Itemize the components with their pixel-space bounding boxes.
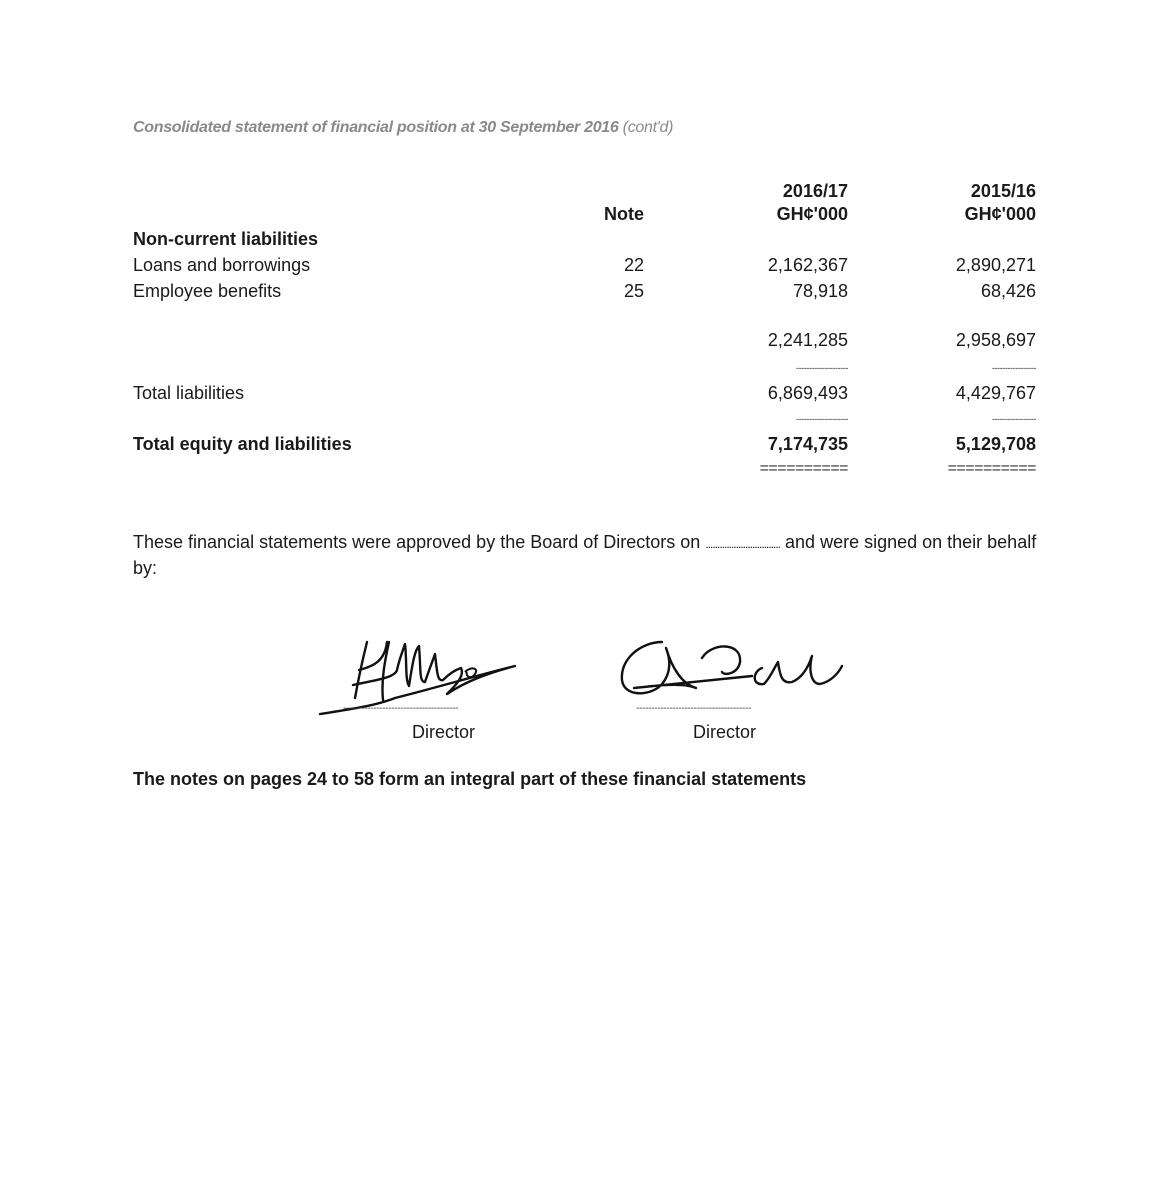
- row-value-employee-benefits-y1: 78,918: [792, 281, 848, 301]
- rule-single-y2: -----------------: [991, 414, 1036, 424]
- subtotal-y1: 2,241,285: [767, 330, 848, 350]
- note-column-header: Note: [604, 204, 644, 224]
- total-liabilities-y2: 4,429,767: [955, 383, 1036, 403]
- signature-line-2: --------------------------------------: [636, 703, 752, 714]
- approval-paragraph: These financial statements were approved by the Board of Directors on ................................ and were signed on their behalf by:: [133, 532, 1037, 578]
- rule-single-y1: --------------------: [796, 414, 848, 424]
- row-note-employee-benefits: 25: [623, 281, 644, 301]
- signature-title-1: Director: [412, 722, 476, 742]
- row-label-loans: Loans and borrowings: [133, 255, 311, 275]
- year1-column-header: 2016/17: [782, 181, 848, 201]
- approval-date-blank: ................................: [705, 537, 781, 551]
- subtotal-y2: 2,958,697: [955, 330, 1036, 350]
- total-liabilities-y1: 6,869,493: [767, 383, 848, 403]
- rule-double-y2: ==========: [947, 460, 1036, 477]
- total-liabilities-label: Total liabilities: [133, 383, 245, 403]
- section-heading: Non-current liabilities: [133, 229, 319, 249]
- year2-unit-header: GH¢'000: [964, 204, 1036, 224]
- rule-single-y2: -----------------: [991, 363, 1036, 373]
- row-value-loans-y1: 2,162,367: [767, 255, 848, 275]
- row-label-employee-benefits: Employee benefits: [133, 281, 282, 301]
- year1-unit-header: GH¢'000: [776, 204, 848, 224]
- year2-column-header: 2015/16: [970, 181, 1036, 201]
- page-title: Consolidated statement of financial position at 30 September 2016 (cont'd): [133, 119, 674, 136]
- row-value-employee-benefits-y2: 68,426: [980, 281, 1036, 301]
- total-equity-liabilities-label: Total equity and liabilities: [133, 434, 352, 454]
- total-equity-liabilities-y1: 7,174,735: [767, 434, 848, 454]
- rule-double-y1: ==========: [759, 460, 848, 477]
- total-equity-liabilities-y2: 5,129,708: [955, 434, 1036, 454]
- row-value-loans-y2: 2,890,271: [955, 255, 1036, 275]
- footer-note: The notes on pages 24 to 58 form an integral part of these financial statements: [133, 769, 807, 789]
- signature-line-1: --------------------------------------: [343, 703, 459, 714]
- rule-single-y1: --------------------: [796, 363, 848, 373]
- row-note-loans: 22: [623, 255, 644, 275]
- signature-title-2: Director: [693, 722, 757, 742]
- director-signature-2: [612, 628, 852, 708]
